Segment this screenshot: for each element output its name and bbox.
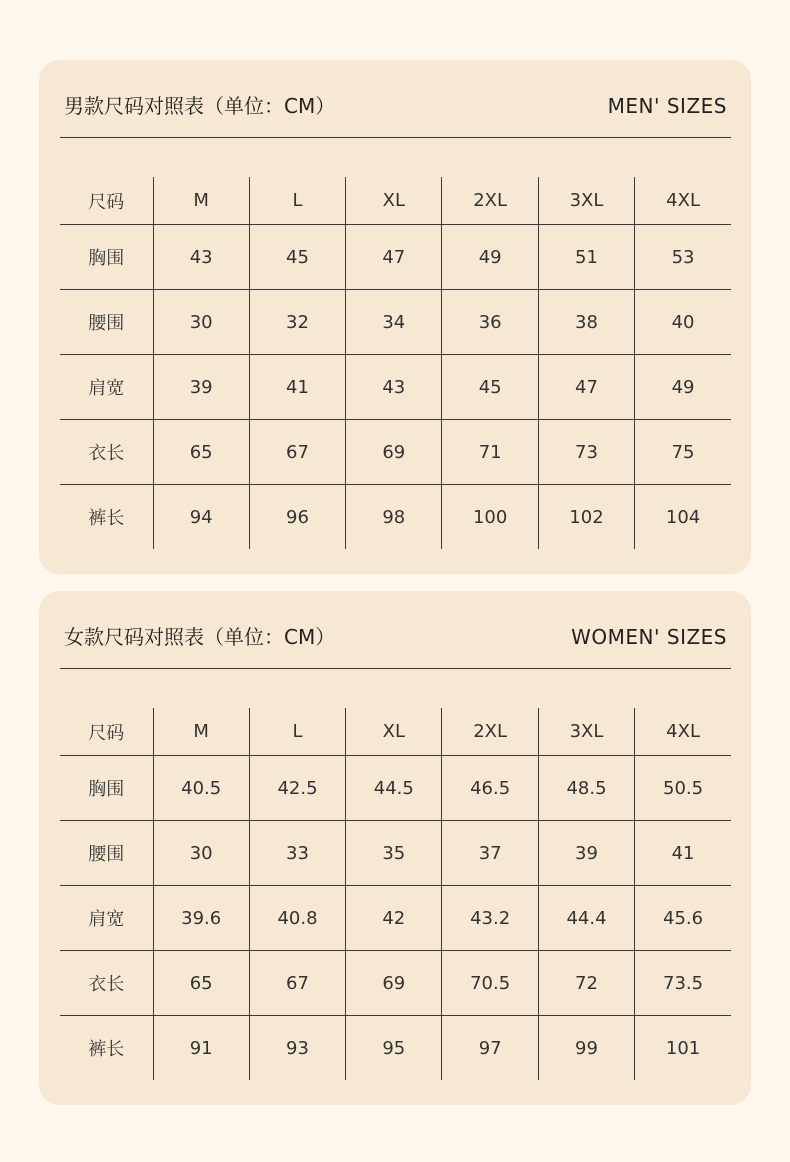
- row-label: 裤长: [88, 1039, 125, 1060]
- header-cell: 2XL: [442, 708, 538, 756]
- row-label: 衣长: [60, 420, 153, 485]
- table-cell: 39: [153, 355, 249, 420]
- table-cell: 51: [538, 225, 634, 290]
- table-cell: 101: [635, 1016, 731, 1081]
- table-cell: 102: [538, 485, 634, 550]
- row-label: 腰围: [60, 290, 153, 355]
- table-cell: 53: [635, 225, 731, 290]
- table-cell: 40.5: [153, 756, 249, 821]
- header-cell: 4XL: [635, 708, 731, 756]
- table-cell: 45: [442, 355, 538, 420]
- header-cell: L: [249, 708, 345, 756]
- men-size-subtitle: MEN' SIZES: [607, 94, 727, 118]
- table-row: [60, 756, 731, 821]
- women-size-title: 女款尺码对照表（单位：CM）: [64, 625, 336, 649]
- table-cell: 96: [249, 485, 345, 550]
- table-cell: 72: [538, 951, 634, 1016]
- table-cell: 93: [249, 1016, 345, 1081]
- table-cell: 65: [153, 420, 249, 485]
- header-cell: 尺码: [60, 177, 153, 225]
- table-cell: 38: [538, 290, 634, 355]
- table-cell: 91: [153, 1016, 249, 1081]
- table-cell: 69: [346, 951, 442, 1016]
- men-size-title: 男款尺码对照表（单位：CM）: [64, 94, 336, 118]
- table-cell: 50.5: [635, 756, 731, 821]
- table-cell: 49: [635, 355, 731, 420]
- table-cell: 42.5: [249, 756, 345, 821]
- table-row: [60, 1016, 731, 1081]
- women-size-table: [60, 708, 731, 1080]
- table-cell: 95: [346, 1016, 442, 1081]
- table-cell: 70.5: [442, 951, 538, 1016]
- table-cell: 44.4: [538, 886, 634, 951]
- table-cell: 34: [346, 290, 442, 355]
- table-cell: 73.5: [635, 951, 731, 1016]
- header-cell: M: [153, 177, 249, 225]
- table-row: [60, 355, 731, 420]
- header-cell: L: [249, 177, 345, 225]
- table-cell: 97: [442, 1016, 538, 1081]
- table-cell: 67: [249, 420, 345, 485]
- table-cell: 37: [442, 821, 538, 886]
- table-cell: 30: [153, 821, 249, 886]
- table-row: [60, 420, 731, 485]
- table-cell: 100: [442, 485, 538, 550]
- table-cell: 49: [442, 225, 538, 290]
- table-cell: 33: [249, 821, 345, 886]
- table-cell: 47: [346, 225, 442, 290]
- table-cell: 73: [538, 420, 634, 485]
- header-cell: 3XL: [538, 177, 634, 225]
- row-label: 肩宽: [60, 355, 153, 420]
- table-cell: 75: [635, 420, 731, 485]
- men-size-table: [60, 177, 731, 549]
- table-cell: 43.2: [442, 886, 538, 951]
- table-row: [60, 290, 731, 355]
- table-cell: 67: [249, 951, 345, 1016]
- row-label: 衣长: [60, 951, 153, 1016]
- table-row: [60, 485, 731, 550]
- women-size-subtitle: WOMEN' SIZES: [571, 625, 727, 649]
- table-cell: 48.5: [538, 756, 634, 821]
- header-cell: 尺码: [60, 708, 153, 756]
- table-header-row: [60, 177, 731, 225]
- women-size-card: [39, 591, 751, 1105]
- table-cell: 39.6: [153, 886, 249, 951]
- table-cell: 46.5: [442, 756, 538, 821]
- row-label: 裤长: [88, 508, 125, 529]
- table-cell: 41: [249, 355, 345, 420]
- table-row: [60, 886, 731, 951]
- table-cell: 32: [249, 290, 345, 355]
- table-cell: 45: [249, 225, 345, 290]
- table-cell: 36: [442, 290, 538, 355]
- table-cell: 44.5: [346, 756, 442, 821]
- table-cell: 43: [346, 355, 442, 420]
- table-cell: 94: [153, 485, 249, 550]
- table-cell: 104: [635, 485, 731, 550]
- row-label: 腰围: [60, 821, 153, 886]
- table-cell: 47: [538, 355, 634, 420]
- table-cell: 99: [538, 1016, 634, 1081]
- header-cell: M: [153, 708, 249, 756]
- header-cell: 2XL: [442, 177, 538, 225]
- table-row: [60, 225, 731, 290]
- header-cell: XL: [346, 177, 442, 225]
- table-cell: 65: [153, 951, 249, 1016]
- row-label: 肩宽: [60, 886, 153, 951]
- table-row: [60, 821, 731, 886]
- table-cell: 45.6: [635, 886, 731, 951]
- row-label: 胸围: [60, 225, 153, 290]
- table-cell: 42: [346, 886, 442, 951]
- table-cell: 71: [442, 420, 538, 485]
- table-cell: 35: [346, 821, 442, 886]
- table-cell: 30: [153, 290, 249, 355]
- men-size-header: [60, 60, 731, 138]
- table-cell: 39: [538, 821, 634, 886]
- table-cell: 40: [635, 290, 731, 355]
- header-cell: 4XL: [635, 177, 731, 225]
- table-cell: 98: [346, 485, 442, 550]
- table-cell: 69: [346, 420, 442, 485]
- table-cell: 43: [153, 225, 249, 290]
- header-cell: XL: [346, 708, 442, 756]
- table-row: [60, 951, 731, 1016]
- row-label: 胸围: [60, 756, 153, 821]
- men-size-card: [39, 60, 751, 574]
- table-cell: 41: [635, 821, 731, 886]
- table-cell: 40.8: [249, 886, 345, 951]
- table-header-row: [60, 708, 731, 756]
- women-size-header: [60, 591, 731, 669]
- header-cell: 3XL: [538, 708, 634, 756]
